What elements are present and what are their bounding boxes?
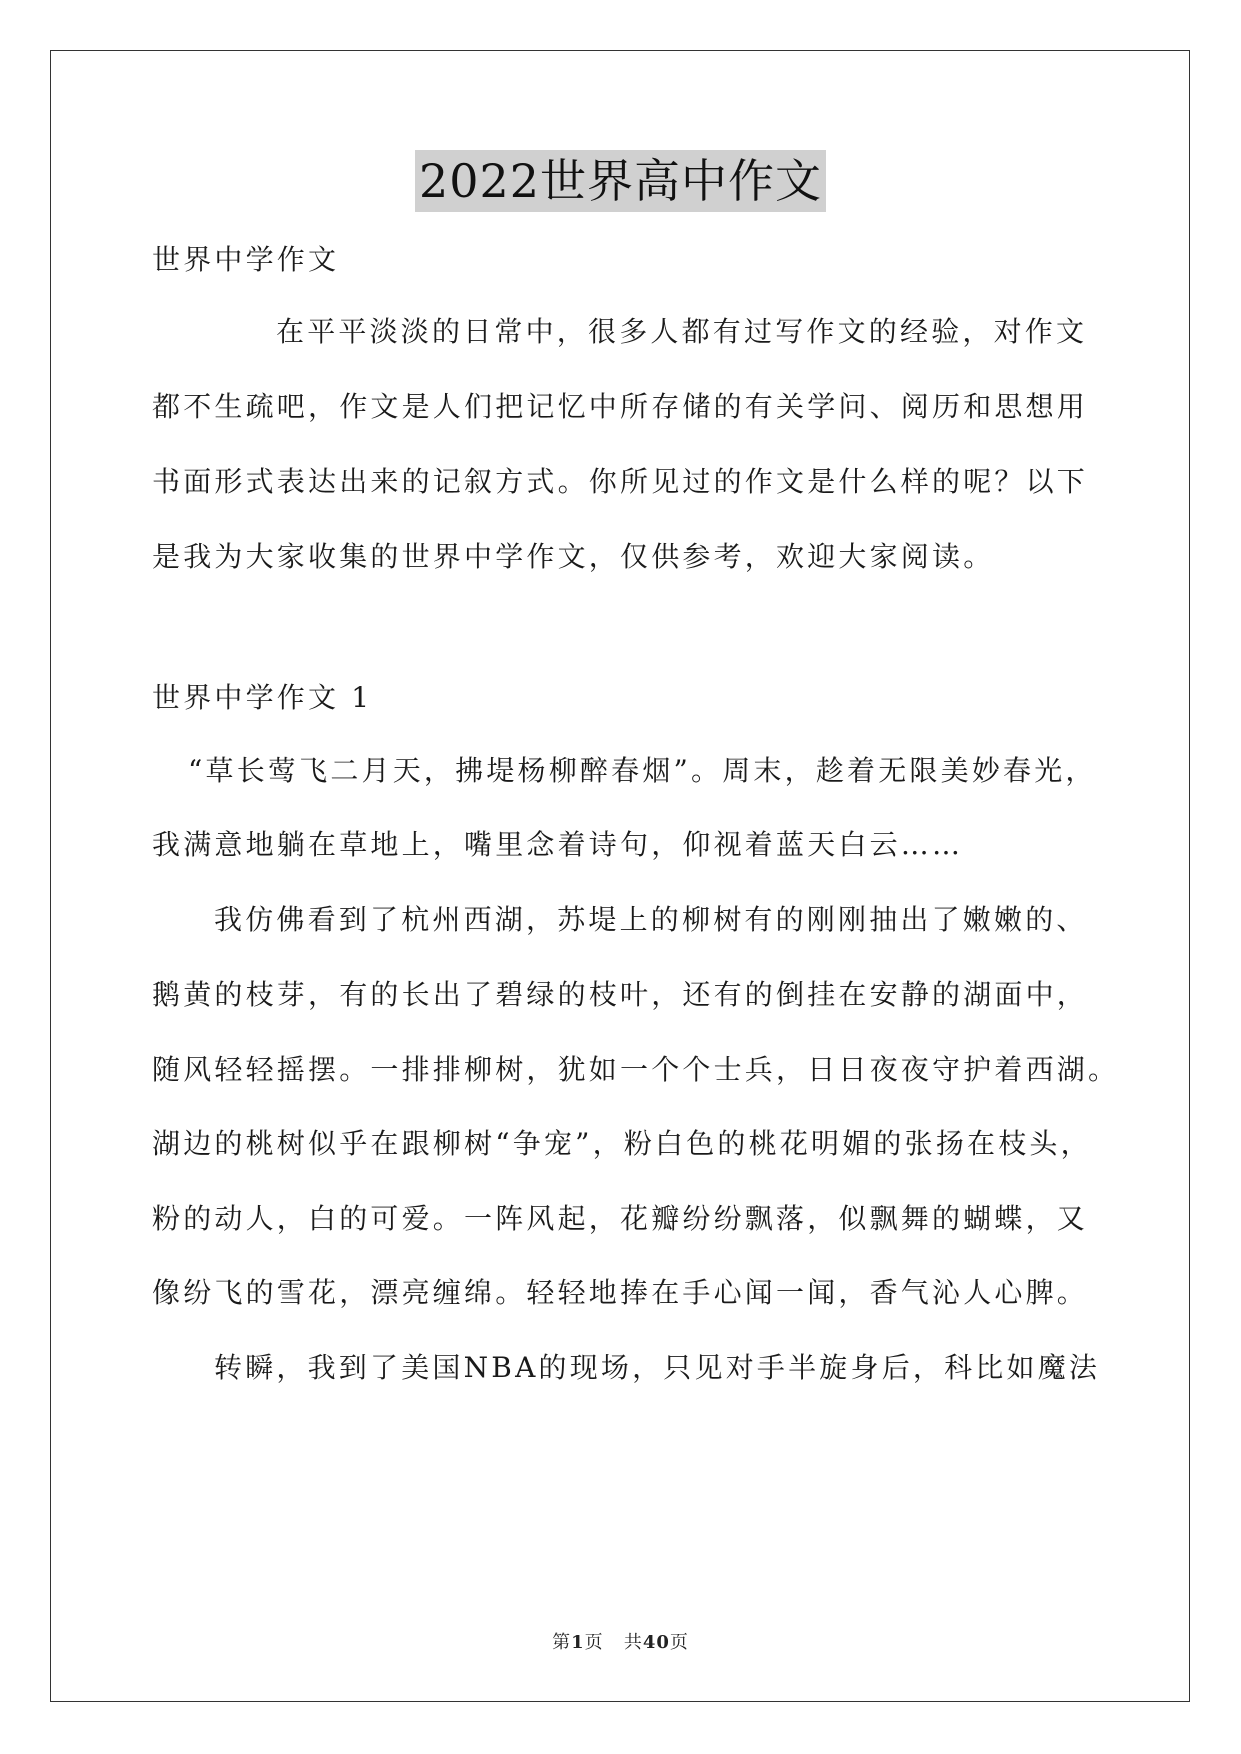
body-line-4: 鹅黄的枝芽，有的长出了碧绿的枝叶，还有的倒挂在安静的湖面中， bbox=[152, 978, 1089, 1011]
footer-total-suffix: 页 bbox=[669, 1632, 689, 1653]
intro-line-4: 是我为大家收集的世界中学作文，仅供参考，欢迎大家阅读。 bbox=[152, 540, 995, 573]
intro-line-1: 在平平淡淡的日常中，很多人都有过写作文的经验，对作文 bbox=[276, 315, 1088, 348]
intro-line-3: 书面形式表达出来的记叙方式。你所见过的作文是什么样的呢？以下 bbox=[152, 465, 1089, 498]
footer-total-pages: 40 bbox=[642, 1632, 670, 1653]
body-line-2: 我满意地躺在草地上，嘴里念着诗句，仰视着蓝天白云…… bbox=[152, 828, 964, 861]
body-line-7: 粉的动人，白的可爱。一阵风起，花瓣纷纷飘落，似飘舞的蝴蝶，又 bbox=[152, 1202, 1089, 1235]
intro-line-2: 都不生疏吧，作文是人们把记忆中所存储的有关学问、阅历和思想用 bbox=[152, 390, 1089, 423]
title-container bbox=[0, 150, 1241, 212]
footer-page-suffix: 页 bbox=[584, 1632, 604, 1653]
body-line-8: 像纷飞的雪花，漂亮缠绵。轻轻地捧在手心闻一闻，香气沁人心脾。 bbox=[152, 1276, 1089, 1309]
body-line-9: 转瞬，我到了美国NBA的现场，只见对手半旋身后，科比如魔法 bbox=[214, 1351, 1101, 1384]
page-footer bbox=[0, 1628, 1241, 1654]
body-line-6: 湖边的桃树似乎在跟柳树“争宠”，粉白色的桃花明媚的张扬在枝头， bbox=[152, 1127, 1092, 1160]
footer-page-number: 1 bbox=[571, 1632, 585, 1653]
section-heading: 世界中学作文 bbox=[152, 243, 340, 276]
page-border bbox=[50, 50, 1190, 1702]
body-line-1: “草长莺飞二月天，拂堤杨柳醉春烟”。周末，趁着无限美妙春光， bbox=[188, 754, 1097, 787]
footer-total-prefix: 共 bbox=[623, 1632, 643, 1653]
document-title: 2022世界高中作文 bbox=[415, 150, 826, 212]
body-line-3: 我仿佛看到了杭州西湖，苏堤上的柳树有的刚刚抽出了嫩嫩的、 bbox=[214, 903, 1088, 936]
section-heading-1: 世界中学作文 1 bbox=[152, 681, 373, 714]
body-line-5: 随风轻轻摇摆。一排排柳树，犹如一个个士兵，日日夜夜守护着西湖。 bbox=[152, 1053, 1120, 1086]
footer-prefix: 第 bbox=[552, 1632, 572, 1653]
